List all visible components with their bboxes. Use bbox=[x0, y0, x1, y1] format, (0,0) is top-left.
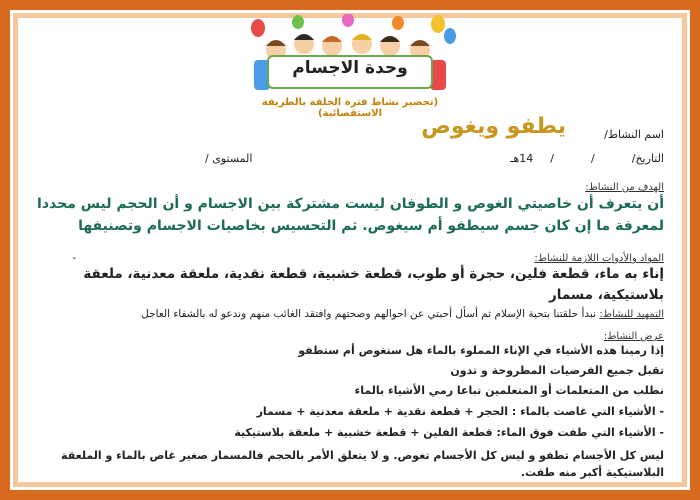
goal-heading: الهدف من النشاط: bbox=[585, 182, 664, 193]
date-sep: / bbox=[550, 152, 555, 165]
activity-name-label: اسم النشاط/ bbox=[604, 128, 664, 141]
presentation-line: - الأشياء التي طفت فوق الماء: قطعة الفلين + قطعة خشبية + ملعقة بلاستيكية bbox=[234, 426, 664, 439]
presentation-line: - الأشياء التي غاصت بالماء : الحجر + قطعة نقدية + ملعقة معدنية + مسمار bbox=[256, 405, 664, 418]
goal-text: أن يتعرف أن خاصيتي الغوص و الطوفان ليست مشتركة بين الاجسام و أن الحجم ليس محددا لمعرفة ما إن كان جسم سيطفو أم سيغوص. ثم التحسيس بخاصيات الاجسام وتصنيفها bbox=[37, 196, 664, 234]
intro-text: نبدأ حلقتنا بتحية الإسلام ثم أسأل أحبتي عن احوالهم وصحتهم وافتقد الغائب منهم وندعو له بالشفاء العاجل bbox=[141, 308, 597, 320]
presentation-heading: عرض النشاط: bbox=[603, 331, 664, 342]
conclusion-text: ليس كل الأجسام تطفو و ليس كل الأجسام تغوص. و لا يتعلق الأمر بالحجم فالمسمار صغير غاص بالماء و الملعقة البلاستيكية أكبر منه طفت. bbox=[61, 449, 664, 479]
activity-title: يطفو ويغوص bbox=[421, 114, 566, 139]
intro-paragraph bbox=[34, 306, 664, 323]
materials-text: إناء به ماء، قطعة فلين، حجرة أو طوب، قطعة خشبية، قطعة نقدية، ملعقة معدنية، ملعقة بلاستيكية، مسمار bbox=[83, 266, 664, 303]
presentation-line: نطلب من المتعلمات أو المتعلمين تباعا رمي الأشياء بالماء bbox=[354, 384, 664, 397]
date-label: التاريخ/ bbox=[631, 152, 664, 165]
materials-bullet: - bbox=[72, 253, 76, 264]
materials-heading: المواد والأدوات اللازمة للنشاط: bbox=[534, 253, 664, 264]
intro-heading: التمهيد للنشاط: bbox=[599, 309, 664, 320]
date-sep: / bbox=[591, 152, 595, 165]
presentation-line: إذا رمينا هذه الأشياء في الإناء المملوء بالماء هل ستغوص أم ستطفو bbox=[298, 344, 664, 357]
level-label: المستوى / bbox=[205, 152, 253, 165]
subtitle: (تحضير نشاط فترة الحلقة بالطريقة الاستقصائية) bbox=[261, 97, 439, 119]
unit-title: وحدة الاجسام bbox=[292, 58, 408, 78]
date-row bbox=[44, 152, 664, 165]
date-year: 14هـ bbox=[510, 152, 534, 165]
presentation-line: تقبل جميع الفرضيات المطروحة و تدون bbox=[450, 364, 664, 377]
